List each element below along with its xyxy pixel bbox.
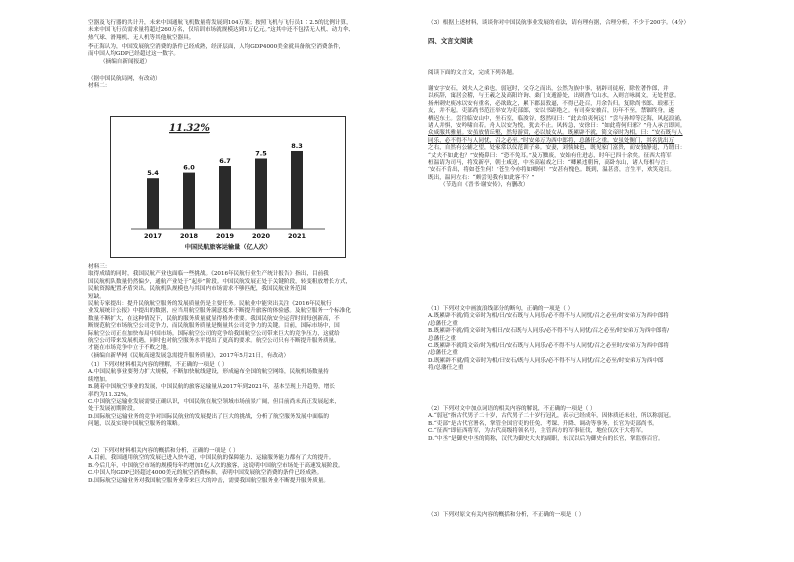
option-line[interactable]: 将/总藩任之重 [428,365,464,372]
text-line: “丈夫不如此也？”安掩鼻曰：“恐不免耳。”及万黜废，安始有仕进志，时年已四十余矣。征西大将军 [428,152,672,159]
text-line: 业发展统计公报》中提出的数据，应当用航空服务满意度来不断提升旅客的体验感。及航空服务一个标准化 [88,308,351,315]
option-line[interactable]: A.中国民航事业要努力扩大规模，不断加快航线建设，形成遍布全国的航空网络，民航机场数量持 [88,369,329,376]
question-3 [428,20,734,27]
text-line: 李正海认为，中国发展航空消费的条件已经成熟，经济层面，人均GDP4000美金就具备航空消费条件， [88,44,345,50]
option-line[interactable]: B.“吏部”是古代官署名，掌管全国官吏的任免、考课、升降、调动等事务，长官为吏部尚书。 [428,420,658,427]
source-note: （摘编自新华网《民航高速发展急需提升服务质量》，2017年5月21日，有改动） [88,352,290,359]
question-stem: （1）下列对文中画波浪线部分的断句，正确的一项是（ ） [428,306,574,312]
option-line[interactable]: C.中国人均GDP已经超过4000美元的航空消费标准，表明中国发展航空消费的条件已经成熟。 [88,470,323,477]
source-note: （节选自《晋书·谢安传》，有删改） [440,182,529,189]
section-title: 四、文言文阅读 [428,37,473,45]
material3-paragraph [88,264,394,360]
text-line: 以疾辞，寓居会稽，与王羲之及高阳许询、桑门支遁游处，出则渔弋山水，入则言咏属文，无处世意。 [428,93,680,100]
text-line: 同乐，必不得不与人同忧，召之必至。”时安弟万为西中郎将，总藩任之重。安虽处衡门，其名犹出万 [428,137,675,144]
text-line: 栖迟东土。尝往临安山中，坐石室，临浚谷，悠然叹曰：“此去伯夷何远！”尝与孙绰等泛海，风起浪涌， [428,115,686,122]
text-line: 谢安字安石，刘夫人之弟也，弱冠时，父夺之而出，公然为族中事，初辟司徒府，除佐著作郎，并 [428,86,669,92]
option-line[interactable]: 率约为11.32%。 [88,391,132,398]
text-line: 国民航机队数量仍然偏少，通航产业处于“起步”阶段。中国民航发展正处于关键阶段，转变粗放增长方式， [88,278,352,285]
text-line: 空器及飞行器的共计升，未来中国通航飞机数量将发展到104万架；按照飞机与飞行员1∶2.5的比例计算， [88,20,352,26]
growth-annotation: 11.32% [169,123,210,134]
text-line: 际航空公司正在加快布局中国市场。国际航空公司的竞争给我国航空公司带来巨大的竞争压力，这就给 [88,330,340,337]
question-stem: （1）下列对材料相关内容的理解，不正确的一项是（ ） [88,362,228,368]
question-4 [428,306,734,373]
option-line[interactable]: D.国际航空运输业务的竞争对国际民航业的发展提出了巨大的挑战，分析了航空服务发展中面临的 [88,413,330,420]
source-note: （摘编自新闻报道） [100,58,151,65]
option-line[interactable]: D.“中丞”是御史中丞的简称，汉代为御史大夫的副职，东汉以后为御史台的长官，掌监察百官。 [428,435,664,442]
question-5 [428,406,734,443]
option-line[interactable]: C.中国航空运输业发展需要正确认识，中国民航在航空领域市场前景广阔，但目前尚未真正发展起来， [88,399,340,406]
option-line[interactable]: B.今后几年，中国航空市场的规模每年约增加1亿人次的旅客，这说明中国航空市场处于高速发展阶段。 [88,462,344,469]
text-line: 之右，自然有公辅之望，处家常以仪范训子弟。安妻，刘惔妹也，既见家门富贵，而安独静退，乃谓曰： [428,145,686,152]
tick-label-2020: 2020 [251,232,271,240]
text-line: 民航专家提出：提升民航航空服务的发展质量仍是主要任务。民航业中能突出关注《2016年民航行 [88,301,332,308]
text-line: 桓温请为司马，将发新亭，朝士咸送，中丞高崧戏之曰：“卿累违朝旨，高卧东山，诸人每相与言： [428,160,672,167]
text-line: 才能在市场竞争中立于不败之地。 [88,345,172,352]
option-line[interactable]: 总藩任之重 [428,335,456,342]
option-line[interactable]: C.“征西”即征西将军，为古代高级将领名号，主管西方的军事征伐，地位仅次于大将军。 [428,428,647,435]
option-line[interactable]: A.“弱冠”指古代男子二十岁，古代男子二十岁行冠礼，表示已经成年，因体质还未壮，所以称弱冠。 [428,413,675,420]
value-label-2021: 8.3 [291,141,303,150]
text-line: 热气球、滑翔机、无人机等其他航空器具。 [88,34,195,41]
text-line: 短缺。 [88,293,105,300]
bar-2017 [147,178,159,229]
value-label-2017: 5.4 [147,169,159,178]
question-stem: （2）下列对材料相关内容的概括和分析，正确的一项是（ ） [88,448,239,454]
text-line: 友，并不起。吏部尚书范汪举安为吏部郎，安以书距绝之。有司奏安被召，历年不至，禁锢终身，遂 [428,108,675,115]
chart-title: 中国民航旅客运输量（亿人次） [184,244,272,251]
text-line: 众咸服其雅量。安虽放情丘壑，然每游赏，必以妓女从。既累辟不就，简文帝时为相，曰：“安石既与人 [428,130,683,137]
right-column [428,0,734,562]
bar-chart [111,117,345,257]
text-line: 断规范航空市场航空公司竞争力，而民航服务质量是衡量其公司竞争力的关键。目前，国际市场中，国 [88,323,340,330]
left-column [88,0,394,562]
value-label-2018: 6.0 [183,163,195,172]
text-line: ‘安石不肯出，将如苍生何！’苍生今亦将如卿何！”安甚有愧色。既到，温甚喜，言生平，欢笑竟日。 [428,167,675,174]
option-line[interactable]: 问题，以及实现中国航空服务的策略。 [88,421,184,428]
material-label: 材料二： [88,83,111,90]
para2 [88,44,394,66]
text-line: 取得成绩的同时，我国民航产业也面临一些挑战。《2016年民航行业生产统计报告》指出，目前我 [88,271,329,278]
text-line: 未来中国飞行员需求量将超过260万名，仅培训市场就规模达到1万亿元。”这其中还不包括无人机、动力伞、 [88,27,355,34]
classical-passage [428,86,734,190]
option-line[interactable]: 处于发展初期阶段。 [88,406,139,413]
text-line: 既出，温问左右：“颇尝见我有如此客不？” [428,174,535,181]
material2-header [88,76,394,91]
text-line: 民航资源配置矛盾突出。民航机队规模也与其国内市场需求不够匹配，我国民航业务范围 [88,286,307,293]
bar-2018 [183,173,195,229]
option-line[interactable]: D.国际航空运输业务对我国航空服务业带来巨大的冲击，需要我国航空服务业不断提升服务质量。 [88,477,330,484]
option-line[interactable]: A.既累辟不就/简文帝时为相/曰/安石既与人同乐/必不得不与人同忧/召之必至/时安弟万为西中郎将 [428,313,669,320]
option-line[interactable]: 续增加。 [88,376,111,383]
tick-label-2018: 2018 [179,232,199,240]
bar-2021 [291,151,303,229]
text-line: 数量不断扩大，在这种情况下，民航的服务质量就显得格外重要。我国民航安全运营时间每创新高，不 [88,315,340,322]
question-stem: （3）根据上述材料，谈谈你对中国民航事业发展的看法，请有理有据，合理分析，不少于200字。（4分） [428,20,690,26]
text-line: 材料三： [88,264,111,270]
chart-figure [110,116,346,258]
text-line: 诸人并惧，安吟啸自若。舟人以安为悦，犹去不止。风转急，安徐曰：“如此将何归邪？”舟人承言即回。 [428,123,686,130]
material-source: （据中国民航局网，有改动） [88,76,161,82]
value-label-2019: 6.7 [219,157,231,166]
bar-2019 [219,166,231,229]
option-line[interactable]: A.目前，我国通用航空的发展已进入快车道，中国民航的保障能力、运输服务能力都有了大的提升。 [88,455,335,462]
question-1 [88,362,394,429]
value-label-2020: 7.5 [255,149,267,158]
tick-label-2017: 2017 [143,232,163,240]
instruction: 阅读下面的文言文，完成下列各题。 [428,70,518,76]
text-line: 扬州刺史庾冰以安有重名，必欲致之，累下郡县敦逼，不得已赴召，月余告归。复除尚书郎、琅邪王 [428,100,675,107]
intro-paragraph [88,20,394,42]
option-line[interactable]: D.既累辟不就/简文帝时为相/曰安石/既与人同乐/必不得不与人同忧/召之必至/时安弟万为西中郎 [428,357,664,364]
option-line[interactable]: C.既累辟不就简文帝/时为相/曰/安石既与人同乐/必不得不与人同忧/召之必至时/安弟万为西中郎将 [428,343,669,350]
text-line: 航空公司带来发展机遇，同时也对航空服务水平提出了更高的要求。航空公司只有不断提升服务质量， [88,338,340,345]
question-stem: （2）下列对文中加点词语的相关内容的解说，不正确的一项是（ ） [428,406,596,412]
option-line[interactable]: B.随着中国航空事业的发展，中国民航的旅客运输量从2017年到2021年，基本呈现上升趋势，增长 [88,384,335,391]
bar-2020 [255,159,267,230]
tick-label-2021: 2021 [287,232,307,240]
text-line: 而中国人均GDP已经超过这一数字。 [88,51,180,58]
question-stem: （3）下列对原文有关内容的概括和分析，不正确的一项是（ ） [428,512,585,518]
option-line[interactable]: B.既累辟不就/简文帝时为相曰/安石既与人同乐/必不得不与人同忧/召之必至/时安弟万为西中郎将/ [428,328,669,335]
option-line[interactable]: /总藩任之重 [428,350,458,357]
question-6 [428,512,734,519]
option-line[interactable]: /总藩任之重 [428,320,458,327]
tick-label-2019: 2019 [215,232,235,240]
question-2 [88,448,394,485]
